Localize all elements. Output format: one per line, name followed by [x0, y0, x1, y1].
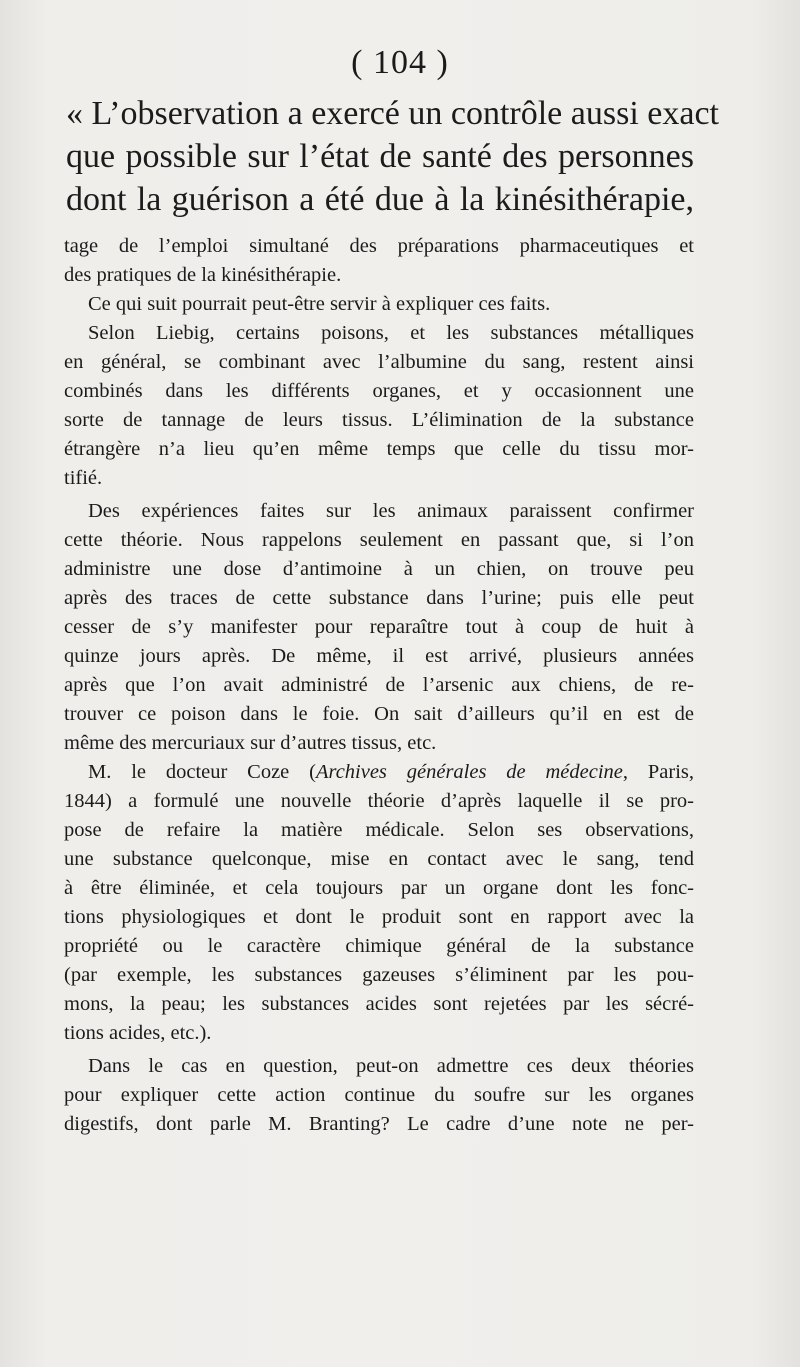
text-line: Dans le cas en question, peut-on admettre ces deux théories: [88, 1055, 694, 1077]
text-line: à être éliminée, et cela toujours par un organe dont les fonc-: [64, 877, 694, 899]
paragraph: [64, 290, 694, 319]
text-line: pose de refaire la matière médicale. Selon ses observations,: [64, 819, 694, 841]
text-line: administre une dose d’antimoine à un chien, on trouve peu: [64, 558, 694, 580]
text-line-citation: M. le docteur Coze (Archives générales de médecine, Paris,: [88, 761, 695, 783]
text-line: même des mercuriaux sur d’autres tissus, etc.: [64, 732, 437, 754]
text-line: Des expériences faites sur les animaux paraissent confirmer: [88, 500, 694, 522]
text-line: propriété ou le caractère chimique général de la substance: [64, 935, 694, 957]
text-line: en général, se combinant avec l’albumine du sang, restent ainsi: [64, 351, 694, 373]
text-line: après que l’on avait administré de l’arsenic aux chiens, de re-: [64, 674, 694, 696]
quote-line: dont la guérison a été due à la kinésithérapie,: [66, 181, 694, 218]
text-line: digestifs, dont parle M. Branting? Le cadre d’une note ne per-: [64, 1113, 694, 1135]
text-line: tions acides, etc.).: [64, 1022, 212, 1044]
text-line: trouver ce poison dans le foie. On sait d’ailleurs qu’il en est de: [64, 703, 694, 725]
paragraph: [64, 758, 694, 1048]
text-line: tage de l’emploi simultané des préparations pharmaceutiques et: [64, 235, 694, 257]
text-line: combinés dans les différents organes, et y occasionnent une: [64, 380, 694, 402]
quote-line: que possible sur l’état de santé des personnes: [66, 138, 694, 175]
quote-block: [66, 92, 719, 221]
text-line: pour expliquer cette action continue du soufre sur les organes: [64, 1084, 694, 1106]
paragraph: [64, 232, 694, 290]
body-text: [64, 232, 694, 1139]
text-line: tifié.: [64, 467, 103, 489]
text-line: tions physiologiques et dont le produit sont en rapport avec la: [64, 906, 694, 928]
text-line: quinze jours après. De même, il est arrivé, plusieurs années: [64, 645, 694, 667]
page-number: ( 104 ): [351, 44, 449, 81]
text-line: Selon Liebig, certains poisons, et les substances métalliques: [88, 322, 694, 344]
text-line: après des traces de cette substance dans l’urine; puis elle peut: [64, 587, 694, 609]
paragraph: [64, 1052, 694, 1139]
text-line: 1844) a formulé une nouvelle théorie d’après laquelle il se pro-: [64, 790, 694, 812]
text-line: une substance quelconque, mise en contact avec le sang, tend: [64, 848, 694, 870]
text-line: cesser de s’y manifester pour reparaître tout à coup de huit à: [64, 616, 694, 638]
text-line: étrangère n’a lieu qu’en même temps que celle du tissu mor-: [64, 438, 694, 460]
text-line: (par exemple, les substances gazeuses s’éliminent par les pou-: [64, 964, 694, 986]
text-line: cette théorie. Nous rappelons seulement en passant que, si l’on: [64, 529, 694, 551]
text-line: sorte de tannage de leurs tissus. L’élimination de la substance: [64, 409, 694, 431]
quote-line: « L’observation a exercé un contrôle aussi exact: [66, 95, 719, 132]
text-line: Ce qui suit pourrait peut-être servir à expliquer ces faits.: [88, 293, 551, 315]
text-line: mons, la peau; les substances acides sont rejetées par les sécré-: [64, 993, 694, 1015]
journal-title: Archives générales de médecine: [315, 761, 623, 783]
paragraph: [64, 319, 694, 493]
text-line: des pratiques de la kinésithérapie.: [64, 264, 342, 286]
paragraph: [64, 497, 694, 758]
